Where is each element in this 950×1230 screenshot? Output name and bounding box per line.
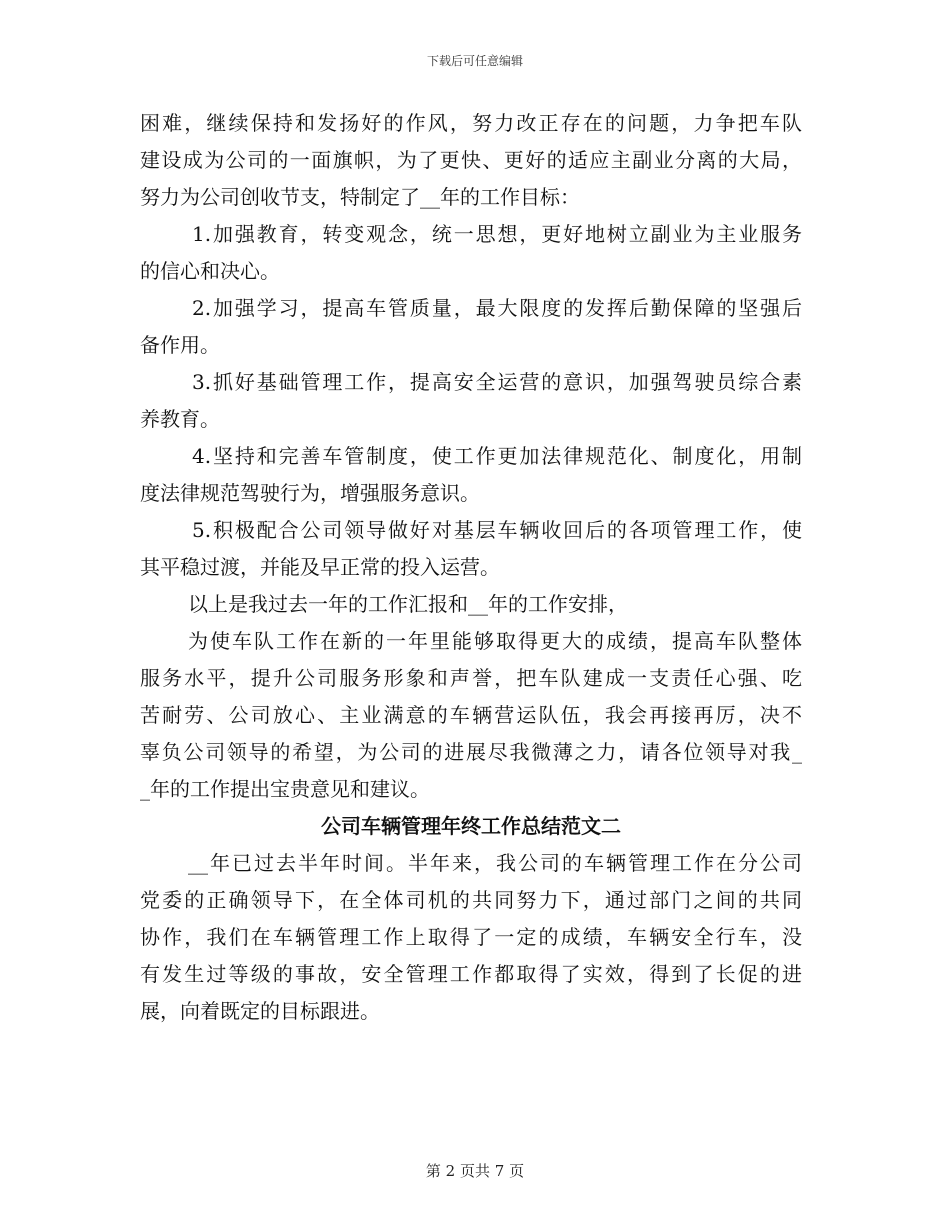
text-line: 党委的正确领导下，在全体司机的共同努力下，通过部门之间的共同 xyxy=(140,888,802,912)
list-item-1 xyxy=(140,216,802,290)
text-line: 为使车队工作在新的一年里能够取得更大的成绩，提高车队整体 xyxy=(188,629,802,653)
text-line: 有发生过等级的事故，安全管理工作都取得了实效，得到了长促的进 xyxy=(140,962,802,986)
text-line: 展，向着既定的目标跟进。 xyxy=(140,999,380,1023)
text-line: 建设成为公司的一面旗帜，为了更快、更好的适应主副业分离的大局， xyxy=(140,148,802,172)
page-footer: 第 2 页共 7 页 xyxy=(425,1162,525,1180)
text-line: 4.坚持和完善车管制度，使工作更加法律规范化、制度化，用制 xyxy=(192,444,802,468)
paragraph-intro xyxy=(140,105,802,216)
text-line: _年的工作提出宝贵意见和建议。 xyxy=(140,777,430,801)
text-line: 度法律规范驾驶行为，增强服务意识。 xyxy=(140,481,480,505)
paragraph-section-two xyxy=(140,845,802,1030)
text-line: 服务水平，提升公司服务形象和声誉，把车队建成一支责任心强、吃 xyxy=(140,666,802,690)
list-item-4 xyxy=(140,438,802,512)
list-item-3 xyxy=(140,364,802,438)
text-line: 5.积极配合公司领导做好对基层车辆收回后的各项管理工作，使 xyxy=(192,518,802,542)
text-line: 困难，继续保持和发扬好的作风，努力改正存在的问题，力争把车队 xyxy=(140,111,802,135)
text-line: 养教育。 xyxy=(140,407,220,431)
list-item-5 xyxy=(140,512,802,586)
text-line: 2.加强学习，提高车管质量，最大限度的发挥后勤保障的坚强后 xyxy=(192,296,802,320)
paragraph-summary xyxy=(140,586,802,623)
text-line: 苦耐劳、公司放心、主业满意的车辆营运队伍，我会再接再厉，决不 xyxy=(140,703,802,727)
text-line: 协作，我们在车辆管理工作上取得了一定的成绩，车辆安全行车，没 xyxy=(140,925,802,949)
list-item-2 xyxy=(140,290,802,364)
document-body xyxy=(140,105,802,1030)
text-line: 其平稳过渡，并能及早正常的投入运营。 xyxy=(140,555,500,579)
text-line: 的信心和决心。 xyxy=(140,259,280,283)
text-line: 努力为公司创收节支，特制定了__年的工作目标： xyxy=(140,185,580,209)
page-header: 下载后可任意编辑 xyxy=(426,54,523,68)
paragraph-closing xyxy=(140,623,802,808)
text-line: 以上是我过去一年的工作汇报和__年的工作安排， xyxy=(188,592,628,616)
text-line: 3.抓好基础管理工作，提高安全运营的意识，加强驾驶员综合素 xyxy=(192,370,802,394)
section-title: 公司车辆管理年终工作总结范文二 xyxy=(321,814,621,838)
text-line: 辜负公司领导的希望，为公司的进展尽我微薄之力，请各位领导对我_ xyxy=(140,740,802,764)
text-line: 1.加强教育，转变观念，统一思想，更好地树立副业为主业服务 xyxy=(192,222,802,246)
text-line: 备作用。 xyxy=(140,333,220,357)
text-line: __年已过去半年时间。半年来，我公司的车辆管理工作在分公司 xyxy=(188,851,802,875)
